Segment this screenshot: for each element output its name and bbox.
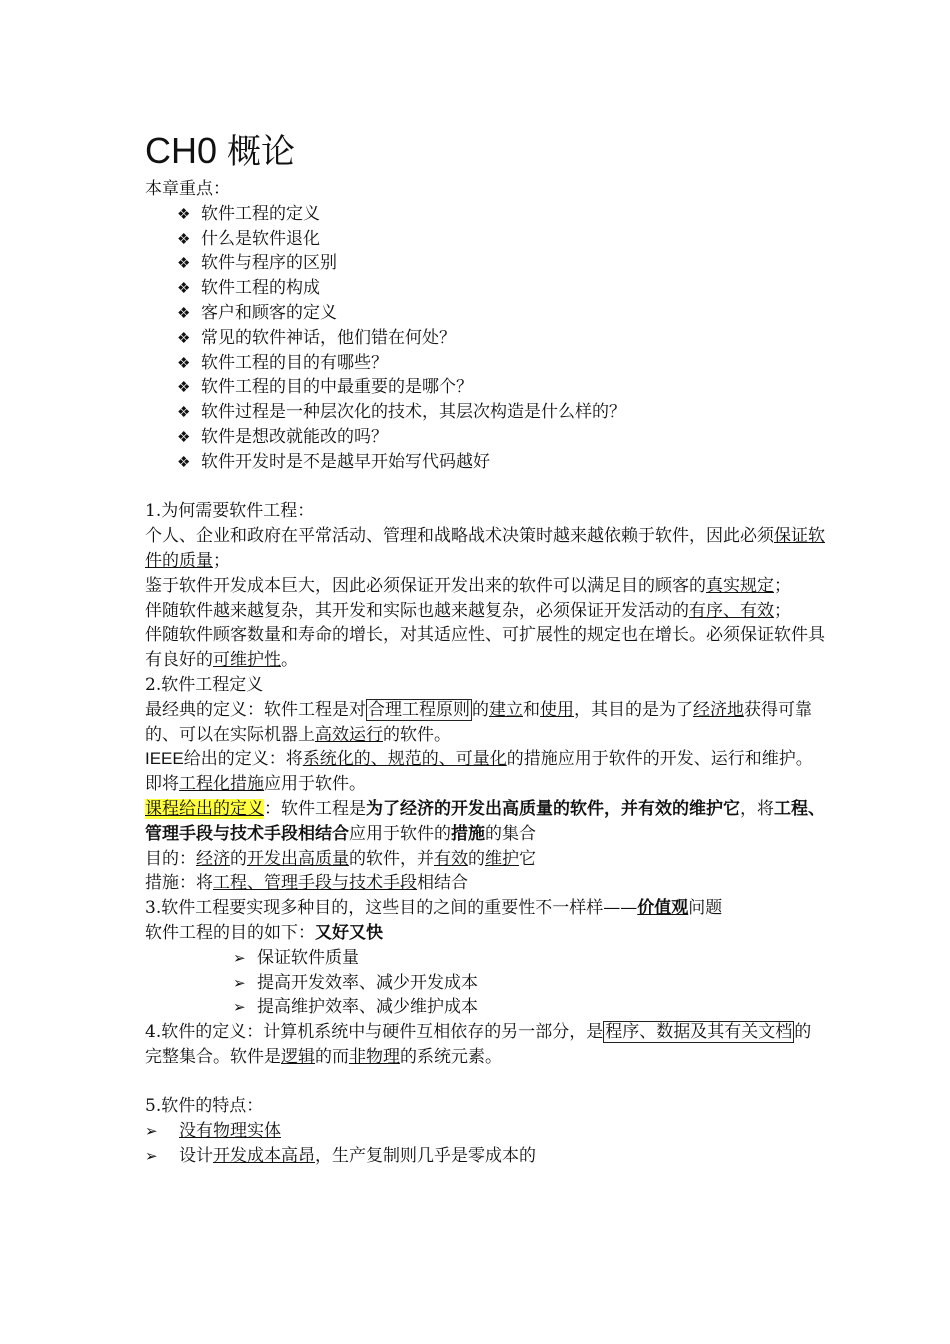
- list-item: ❖ 软件工程的目的有哪些？: [177, 351, 825, 376]
- list-item: ➢ 提高开发效率、减少开发成本: [233, 971, 825, 996]
- section-3-heading: 3.软件工程要实现多种目的，这些目的之间的重要性不一样样——价值观问题: [145, 898, 723, 919]
- key-points-label: 本章重点：: [145, 179, 230, 199]
- key-points-list: [145, 202, 825, 475]
- section-4-definition: 4.软件的定义：计算机系统中与硬件互相依存的另一部分，是 程序、数据及其有关文档 的完整集合。软件是逻辑的而非物理的系统元素。: [145, 1022, 812, 1067]
- list-item: ➢ 没有物理实体: [145, 1119, 825, 1144]
- list-item: ❖ 软件工程的构成: [177, 276, 825, 301]
- section-2-heading: 2.软件工程定义: [145, 674, 264, 695]
- list-item: ❖ 常见的软件神话，他们错在何处？: [177, 326, 825, 351]
- list-item: ➢ 提高维护效率、减少维护成本: [233, 995, 825, 1020]
- section-1-paragraph-1: 个人、企业和政府在平常活动、管理和战略战术决策时越来越依赖于软件，因此必须保证软件的质量；: [145, 526, 825, 571]
- section-1-heading: 1.为何需要软件工程：: [145, 501, 315, 522]
- goals-list: [145, 946, 825, 1020]
- list-item: ❖ 软件开发时是不是越早开始写代码越好: [177, 450, 825, 475]
- goals-line: 软件工程的目的如下：又好又快: [145, 922, 383, 943]
- ieee-definition: IEEE给出的定义：将系统化的、规范的、可量化的措施应用于软件的开发、运行和维护。即将工程化措施应用于软件。: [145, 749, 813, 795]
- list-item: ❖ 软件过程是一种层次化的技术，其层次构造是什么样的？: [177, 400, 825, 425]
- chapter-title: [145, 128, 825, 175]
- title-latin: CH0: [145, 130, 218, 171]
- section-1-paragraph-3: 伴随软件越来越复杂，其开发和实际也越来越复杂，必须保证开发活动的有序、有效；: [145, 600, 791, 621]
- purpose-line: 目的：经济的开发出高质量的软件，并有效的维护它: [145, 848, 536, 869]
- title-chinese: 概论: [227, 132, 296, 172]
- features-list: [145, 1119, 825, 1169]
- list-item: ❖ 客户和顾客的定义: [177, 301, 825, 326]
- list-item: ❖ 什么是软件退化: [177, 227, 825, 252]
- document-page: [145, 128, 825, 1169]
- list-item: ❖ 软件工程的目的中最重要的是哪个？: [177, 375, 825, 400]
- section-5-heading: 5.软件的特点：: [145, 1096, 264, 1117]
- list-item: ➢ 保证软件质量: [233, 946, 825, 971]
- measures-line: 措施：将工程、管理手段与技术手段相结合: [145, 873, 468, 894]
- list-item: ❖ 软件工程的定义: [177, 202, 825, 227]
- classic-definition: 最经典的定义：软件工程是对 合理工程原则 的建立和使用，其目的是为了经济地获得可靠的、可以在实际机器上高效运行的软件。: [145, 699, 812, 745]
- list-item: ❖ 软件与程序的区别: [177, 251, 825, 276]
- section-1-paragraph-4: 伴随软件顾客数量和寿命的增长，对其适应性、可扩展性的规定也在增长。必须保证软件具有良好的可维护性。: [145, 625, 825, 671]
- list-item: ❖ 软件是想改就能改的吗？: [177, 425, 825, 450]
- section-1-paragraph-2: 鉴于软件开发成本巨大，因此必须保证开发出来的软件可以满足目的顾客的真实规定；: [145, 575, 791, 596]
- course-definition: 课程给出的定义：软件工程是为了经济的开发出高质量的软件，并有效的维护它，将工程、管理手段与技术手段相结合应用于软件的措施的集合: [145, 798, 825, 844]
- list-item: ➢ 设计开发成本高昂，生产复制则几乎是零成本的: [145, 1144, 825, 1169]
